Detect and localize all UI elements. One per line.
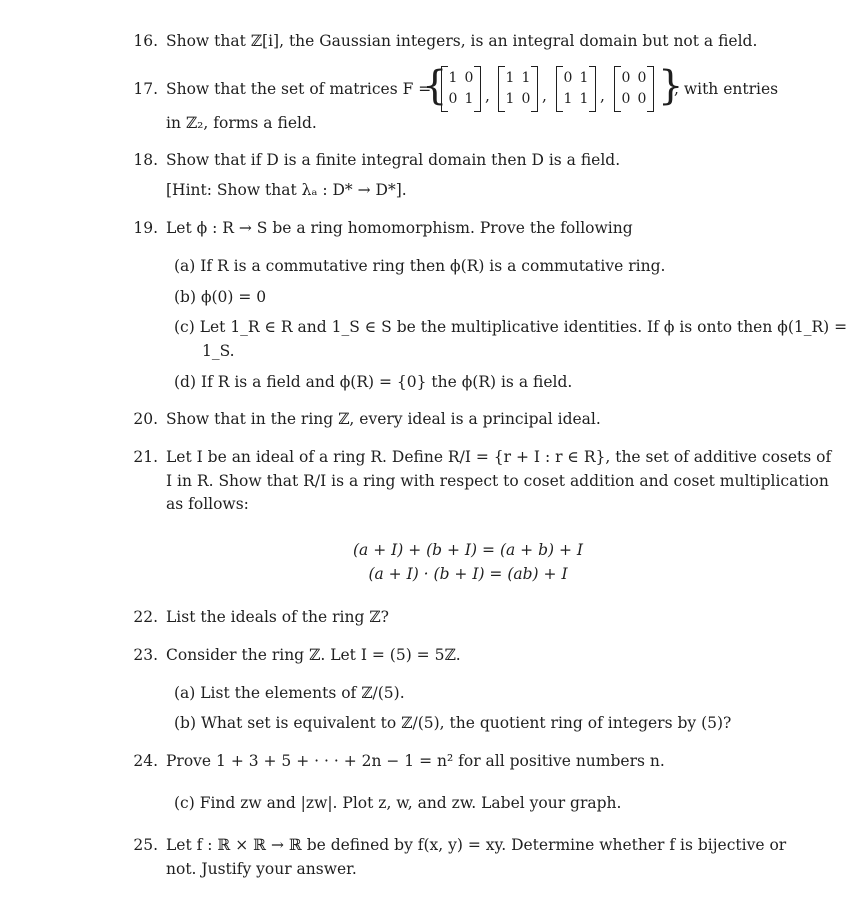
matrix-4-entry: 0 bbox=[637, 70, 647, 86]
matrix-2-entry: 0 bbox=[521, 91, 531, 107]
problem-24-c: (c) Find zw and |zw|. Plot z, w, and zw. Label your graph. bbox=[174, 794, 622, 812]
matrix-3-entry: 1 bbox=[563, 91, 573, 107]
problem-16-text: Show that ℤ[i], the Gaussian integers, is an integral domain but not a field. bbox=[166, 32, 758, 50]
problem-23-b: (b) What set is equivalent to ℤ/(5), the quotient ring of integers by (5)? bbox=[174, 714, 732, 732]
matrix-3 bbox=[556, 66, 596, 110]
problem-19-text: Let ϕ : R → S be a ring homomorphism. Prove the following bbox=[166, 219, 633, 237]
problem-17-lead: Show that the set of matrices F = bbox=[166, 80, 432, 98]
matrix-2 bbox=[498, 66, 538, 110]
matrix-3-entry: 1 bbox=[579, 91, 589, 107]
matrix-2-entry: 1 bbox=[521, 70, 531, 86]
problem-21-number: 21. bbox=[133, 448, 158, 466]
matrix-2-entry: 1 bbox=[505, 70, 515, 86]
matrix-1 bbox=[441, 66, 481, 110]
matrix-2-entry: 1 bbox=[505, 91, 515, 107]
comma: , bbox=[600, 87, 605, 105]
matrix-4-entry: 0 bbox=[621, 70, 631, 86]
matrix-1-entry: 0 bbox=[464, 70, 474, 86]
comma: , bbox=[485, 87, 490, 105]
set-close-brace: } bbox=[658, 63, 684, 109]
problem-25-line2: not. Justify your answer. bbox=[166, 860, 357, 878]
matrix-1-entry: 1 bbox=[448, 70, 458, 86]
problem-23-text: Consider the ring ℤ. Let I = (5) = 5ℤ. bbox=[166, 646, 461, 664]
problem-18-text: Show that if D is a finite integral domain then D is a field. bbox=[166, 151, 621, 169]
problem-20-number: 20. bbox=[133, 410, 158, 428]
problem-19-b: (b) ϕ(0) = 0 bbox=[174, 288, 267, 306]
problem-24-text: Prove 1 + 3 + 5 + · · · + 2n − 1 = n² for all positive numbers n. bbox=[166, 752, 665, 770]
problem-22-text: List the ideals of the ring ℤ? bbox=[166, 608, 389, 626]
equation-coset-addition: (a + I) + (b + I) = (a + b) + I bbox=[352, 541, 584, 559]
problem-19-a: (a) If R is a commutative ring then ϕ(R) is a commutative ring. bbox=[174, 257, 666, 275]
problem-25-number: 25. bbox=[133, 836, 158, 854]
comma: , bbox=[542, 87, 547, 105]
problem-19-d: (d) If R is a field and ϕ(R) = {0} the ϕ(R) is a field. bbox=[174, 373, 573, 391]
problem-24-number: 24. bbox=[133, 752, 158, 770]
problem-23-number: 23. bbox=[133, 646, 158, 664]
problem-17-tail: , with entries bbox=[674, 80, 779, 98]
equation-coset-multiplication: (a + I) · (b + I) = (ab) + I bbox=[368, 565, 568, 583]
problem-23-a: (a) List the elements of ℤ/(5). bbox=[174, 684, 405, 702]
matrix-3-entry: 0 bbox=[563, 70, 573, 86]
matrix-4 bbox=[614, 66, 654, 110]
matrix-4-entry: 0 bbox=[637, 91, 647, 107]
problem-19-c-line2: 1_S. bbox=[202, 342, 235, 360]
problem-21-line1: Let I be an ideal of a ring R. Define R/I = {r + I : r ∈ R}, the set of additive cosets of bbox=[166, 448, 832, 466]
matrix-4-entry: 0 bbox=[621, 91, 631, 107]
problem-21-line3: as follows: bbox=[166, 495, 249, 513]
matrix-1-entry: 0 bbox=[448, 91, 458, 107]
matrix-3-entry: 1 bbox=[579, 70, 589, 86]
problem-18-hint: [Hint: Show that λₐ : D* → D*]. bbox=[166, 181, 407, 199]
problem-19-number: 19. bbox=[133, 219, 158, 237]
problem-22-number: 22. bbox=[133, 608, 158, 626]
problem-21-line2: I in R. Show that R/I is a ring with respect to coset addition and coset multiplication bbox=[166, 472, 829, 490]
set-open-brace: { bbox=[422, 63, 448, 109]
problem-25-line1: Let f : ℝ × ℝ → ℝ be defined by f(x, y) = xy. Determine whether f is bijective or bbox=[166, 836, 787, 854]
problem-17-number: 17. bbox=[133, 80, 158, 98]
matrix-1-entry: 1 bbox=[464, 91, 474, 107]
problem-20-text: Show that in the ring ℤ, every ideal is a principal ideal. bbox=[166, 410, 601, 428]
problem-17-line2: in ℤ₂, forms a field. bbox=[166, 114, 317, 132]
problem-19-c-line1: (c) Let 1_R ∈ R and 1_S ∈ S be the multiplicative identities. If ϕ is onto then ϕ(1_R) = bbox=[174, 318, 848, 336]
problem-16-number: 16. bbox=[133, 32, 158, 50]
problem-18-number: 18. bbox=[133, 151, 158, 169]
